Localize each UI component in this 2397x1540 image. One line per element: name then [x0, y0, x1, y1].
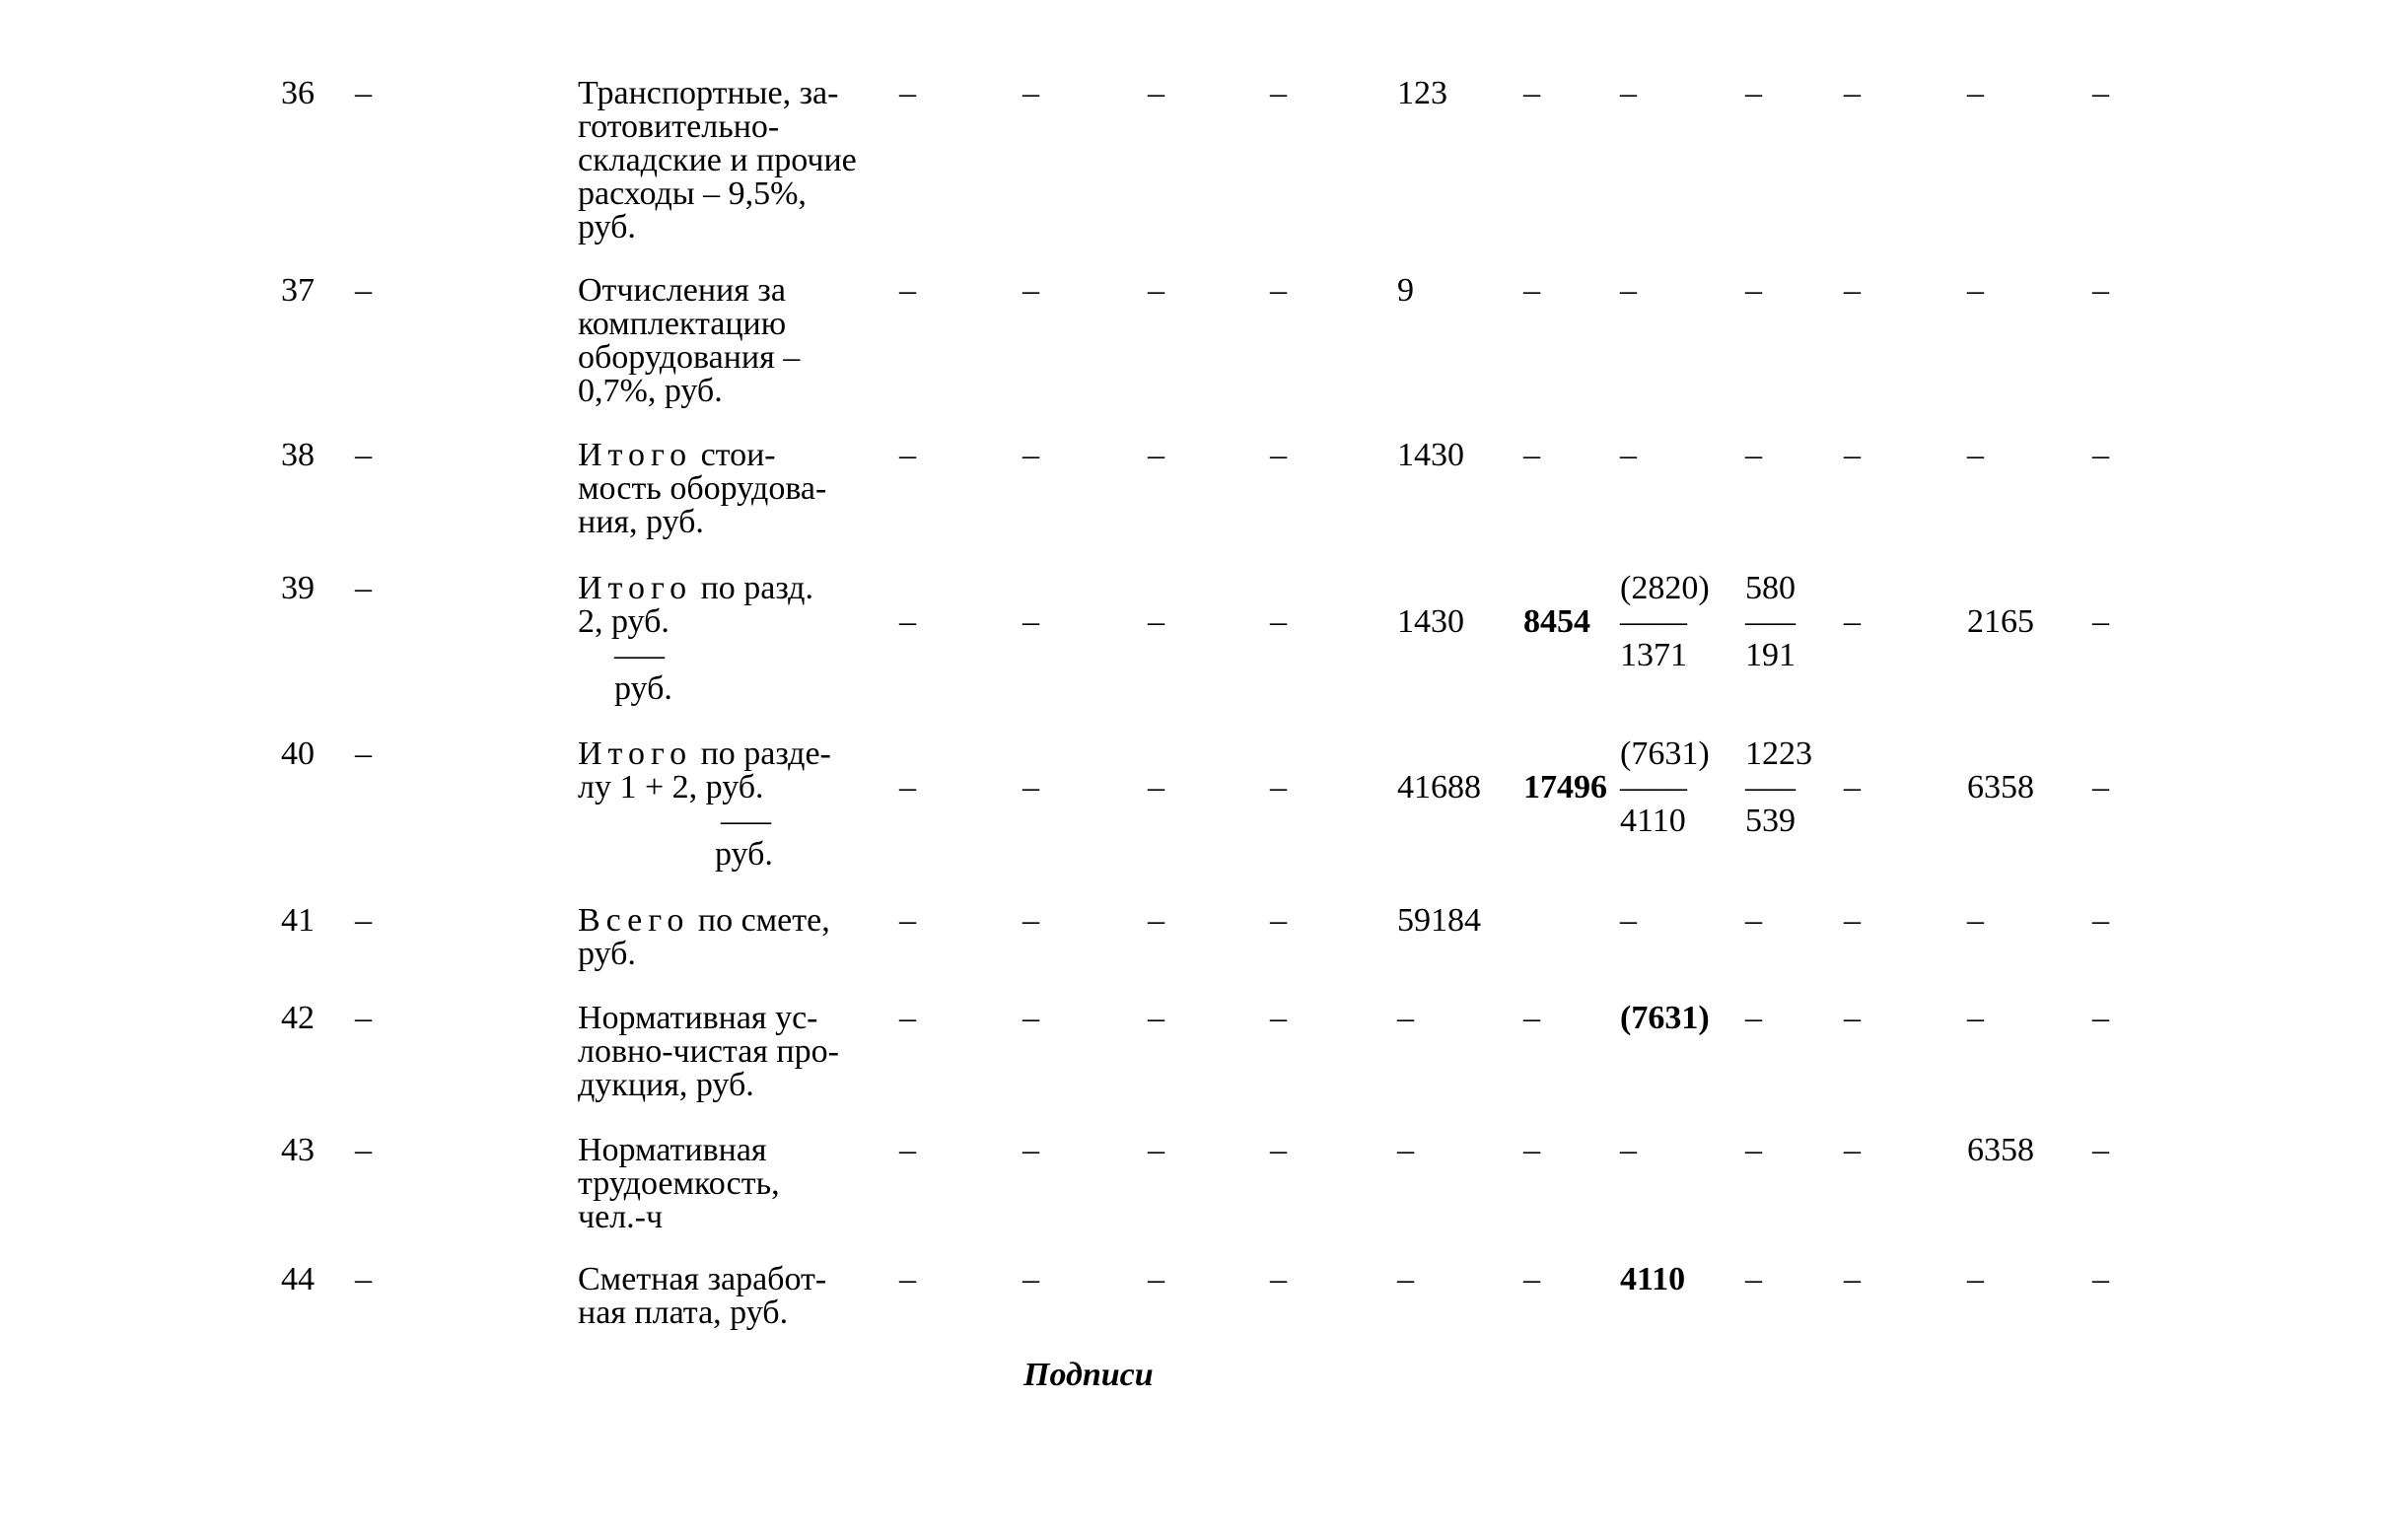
desc-line: дукция, руб. — [578, 1067, 754, 1103]
row-number: 38 — [281, 437, 315, 473]
cell: – — [1148, 437, 1164, 473]
fraction-bottom: 1371 — [1620, 637, 1687, 673]
fraction-bar: –––– — [1620, 769, 1687, 805]
cell: – — [1745, 75, 1762, 111]
desc-line — [578, 439, 903, 472]
row-number: 40 — [281, 735, 315, 772]
cell: – — [1397, 1132, 1414, 1168]
cell: – — [1745, 1000, 1762, 1036]
cell: – — [1523, 1000, 1540, 1036]
cell: – — [1844, 1261, 1861, 1297]
cell: 59184 — [1397, 902, 1481, 939]
cell: – — [1620, 1132, 1637, 1168]
cell: – — [1148, 75, 1164, 111]
dash: – — [355, 735, 372, 772]
cell: – — [1844, 1132, 1861, 1168]
fraction-bar: –––– — [1620, 603, 1687, 640]
signatures-heading: Подписи — [1023, 1357, 1154, 1393]
cell: – — [1523, 75, 1540, 111]
fraction-top: (7631) — [1620, 735, 1710, 772]
cell: – — [1022, 603, 1039, 640]
cell: – — [1022, 1132, 1039, 1168]
cell: – — [1967, 902, 1984, 939]
desc-lead: Всего — [578, 902, 690, 939]
cell: 41688 — [1397, 769, 1481, 805]
cell: – — [1523, 272, 1540, 309]
fraction-top: 580 — [1745, 570, 1796, 606]
cell: – — [1022, 272, 1039, 309]
desc-lead: Итого — [578, 570, 693, 606]
desc-line: ловно-чистая про- — [578, 1033, 839, 1070]
cell: – — [899, 1261, 916, 1297]
desc-lead: Итого — [578, 735, 693, 772]
cell: – — [1967, 1261, 1984, 1297]
cell: 6358 — [1967, 769, 2034, 805]
cell: – — [899, 75, 916, 111]
cell: – — [1148, 769, 1164, 805]
cell: – — [1844, 769, 1861, 805]
dash: – — [355, 1132, 372, 1168]
cell: – — [1620, 902, 1637, 939]
dash: – — [355, 272, 372, 309]
row-description — [578, 77, 903, 245]
row-number: 37 — [281, 272, 315, 309]
cell: – — [1022, 769, 1039, 805]
desc-line: Нормативная ус- — [578, 1000, 818, 1036]
row-number: 43 — [281, 1132, 315, 1168]
fraction-top: 1223 — [1745, 735, 1812, 772]
cell: 8454 — [1523, 603, 1590, 640]
cell: – — [1270, 75, 1287, 111]
row-number: 44 — [281, 1261, 315, 1297]
desc-line: оборудования – — [578, 339, 801, 376]
cell: – — [1745, 902, 1762, 939]
cell: – — [1745, 272, 1762, 309]
desc-line: готовительно- — [578, 108, 780, 145]
cell: – — [1270, 902, 1287, 939]
cell: – — [2092, 437, 2109, 473]
desc-line: руб. — [578, 936, 636, 972]
cell: – — [1967, 1000, 1984, 1036]
cell: – — [1148, 272, 1164, 309]
dash: – — [355, 1261, 372, 1297]
cell: – — [899, 1000, 916, 1036]
cell: – — [1745, 1261, 1762, 1297]
fraction-bottom: 539 — [1745, 803, 1796, 839]
desc-line: Сметная заработ- — [578, 1261, 827, 1297]
dash: – — [355, 437, 372, 473]
cell: 17496 — [1523, 769, 1607, 805]
desc-line: Отчисления за — [578, 272, 786, 309]
cell: – — [1620, 437, 1637, 473]
cell: – — [1523, 437, 1540, 473]
cell: – — [1148, 1132, 1164, 1168]
row-description — [578, 572, 903, 706]
cell: – — [1148, 1000, 1164, 1036]
cell: – — [2092, 1261, 2109, 1297]
row-number: 41 — [281, 902, 315, 939]
desc-line: трудоемкость, — [578, 1165, 780, 1202]
desc-line: Нормативная — [578, 1132, 767, 1168]
fraction-cell — [1620, 572, 1710, 672]
fraction-cell — [1620, 737, 1710, 838]
desc-line: 0,7%, руб. — [578, 373, 723, 409]
cell: – — [2092, 1132, 2109, 1168]
fraction-bar: ––– — [1745, 603, 1796, 640]
cell: – — [899, 902, 916, 939]
fraction-cell — [1745, 572, 1796, 672]
fraction-bar: ––– — [614, 637, 665, 673]
cell: (7631) — [1620, 1000, 1710, 1036]
cell: – — [1967, 75, 1984, 111]
cell: – — [2092, 272, 2109, 309]
cell: – — [1148, 902, 1164, 939]
row-number: 36 — [281, 75, 315, 111]
cell: – — [1745, 1132, 1762, 1168]
cell: 1430 — [1397, 437, 1464, 473]
cell: 6358 — [1967, 1132, 2034, 1168]
desc-line: мость оборудова- — [578, 470, 827, 507]
cell: – — [1270, 1000, 1287, 1036]
cell: 9 — [1397, 272, 1414, 309]
row-number: 39 — [281, 570, 315, 606]
fraction-bar: ––– — [1745, 769, 1796, 805]
cell: – — [1844, 902, 1861, 939]
dash: – — [355, 1000, 372, 1036]
dash: – — [355, 75, 372, 111]
cell: – — [1844, 1000, 1861, 1036]
cell: – — [1270, 769, 1287, 805]
cell: – — [2092, 75, 2109, 111]
row-description — [578, 737, 903, 872]
cell: 123 — [1397, 75, 1447, 111]
desc-text: по смете, — [697, 902, 830, 939]
cell: – — [1270, 603, 1287, 640]
cell: – — [1270, 437, 1287, 473]
cell: – — [1148, 1261, 1164, 1297]
desc-line: Транспортные, за- — [578, 75, 839, 111]
desc-line: ния, руб. — [578, 504, 704, 540]
cell: – — [1967, 272, 1984, 309]
cell: – — [1620, 75, 1637, 111]
row-description — [578, 904, 903, 971]
cell: 1430 — [1397, 603, 1464, 640]
cell: – — [1022, 902, 1039, 939]
fraction-cell — [1745, 737, 1812, 838]
desc-text: стои- — [700, 437, 776, 473]
cell: – — [1148, 603, 1164, 640]
fraction-bottom: 191 — [1745, 637, 1796, 673]
desc-line: 2, руб. — [578, 603, 670, 640]
cell: – — [1844, 272, 1861, 309]
cell: – — [2092, 603, 2109, 640]
cell: – — [1270, 1261, 1287, 1297]
dash: – — [355, 570, 372, 606]
row-description — [578, 1263, 903, 1330]
cell: 4110 — [1620, 1261, 1686, 1297]
desc-line: руб. — [715, 836, 773, 873]
fraction-top: (2820) — [1620, 570, 1710, 606]
cell: – — [1967, 437, 1984, 473]
desc-line: чел.-ч — [578, 1199, 664, 1235]
cell: – — [1523, 1132, 1540, 1168]
cell: – — [899, 603, 916, 640]
cell: – — [1523, 1261, 1540, 1297]
desc-line — [578, 572, 903, 605]
cell: – — [1844, 603, 1861, 640]
cell: – — [899, 769, 916, 805]
cell: – — [1844, 437, 1861, 473]
cell: – — [1022, 1000, 1039, 1036]
fraction-bar: ––– — [721, 803, 771, 839]
desc-line — [578, 737, 903, 771]
row-description — [578, 439, 903, 539]
cell: – — [1844, 75, 1861, 111]
cell: 2165 — [1967, 603, 2034, 640]
desc-text: по разд. — [700, 570, 813, 606]
cell: – — [1397, 1000, 1414, 1036]
cell: – — [2092, 902, 2109, 939]
row-number: 42 — [281, 1000, 315, 1036]
desc-line: ная плата, руб. — [578, 1295, 789, 1331]
desc-line: руб. — [578, 209, 636, 245]
cell: – — [2092, 769, 2109, 805]
desc-lead: Итого — [578, 437, 693, 473]
cell: – — [1022, 75, 1039, 111]
desc-line: комплектацию — [578, 306, 787, 342]
cell: – — [1270, 1132, 1287, 1168]
desc-line: лу 1 + 2, руб. — [578, 769, 764, 805]
dash: – — [355, 902, 372, 939]
row-description — [578, 274, 903, 408]
cell: – — [1022, 1261, 1039, 1297]
desc-text: по разде- — [700, 735, 831, 772]
desc-line — [578, 904, 903, 938]
cell: – — [1745, 437, 1762, 473]
cell: – — [1270, 272, 1287, 309]
desc-line: складские и прочие — [578, 142, 857, 178]
cell: – — [1022, 437, 1039, 473]
row-description — [578, 1002, 903, 1102]
desc-line: руб. — [614, 670, 672, 707]
row-description — [578, 1134, 903, 1234]
cell: – — [899, 437, 916, 473]
cell: – — [1620, 272, 1637, 309]
cell: – — [899, 272, 916, 309]
fraction-bottom: 4110 — [1620, 803, 1686, 839]
cell: – — [1397, 1261, 1414, 1297]
desc-line: расходы – 9,5%, — [578, 175, 807, 212]
cell: – — [2092, 1000, 2109, 1036]
cell: – — [899, 1132, 916, 1168]
